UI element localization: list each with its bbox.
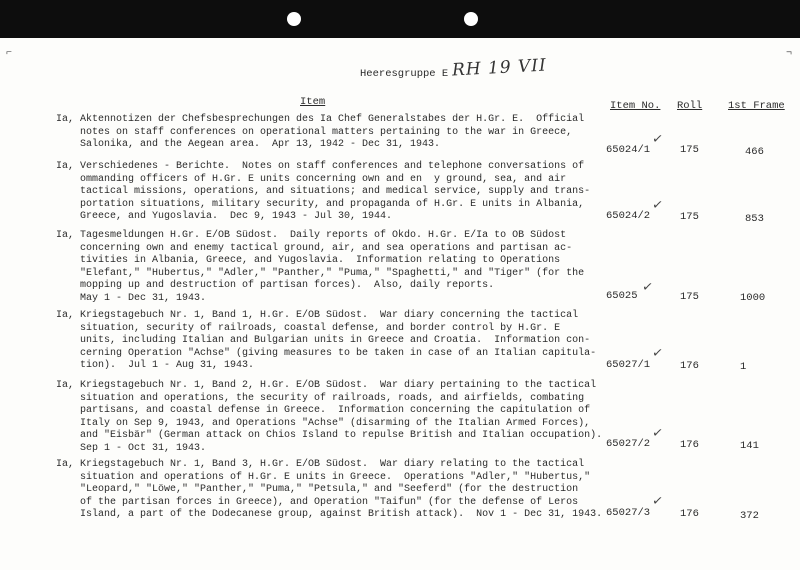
column-header-item: Item [300, 96, 326, 108]
corner-mark-left: ⌐ [6, 48, 13, 59]
column-header-item-no: Item No. [610, 100, 661, 112]
checkmark-icon: ✓ [641, 279, 654, 296]
roll-number: 175 [680, 291, 699, 303]
list-item: Ia, Kriegstagebuch Nr. 1, Band 2, H.Gr. E/OB Südost. War diary pertaining to the tactical situation and operations, the security of railroads, roads, and airfields, combating partisans, and coastal defense in Greece. Information concerning the capitulation Italy on Sep 9, 1943, and Operations "Achse" (disarming of the Italian Armed Forces), and "Eisbär" (German attack on Chios Island to repulse British and Italian occupation). Sep 1 - Oct 31, 1943. [56, 380, 603, 454]
checkmark-icon: ✓ [651, 425, 664, 442]
item-number: 65024/2 [606, 210, 651, 222]
page-title: Heeresgruppe E [360, 68, 449, 80]
checkmark-icon: ✓ [651, 345, 664, 362]
item-number: 65027/3 [606, 507, 651, 519]
checkmark-icon: ✓ [651, 493, 664, 510]
roll-number: 176 [680, 360, 699, 372]
roll-number: 176 [680, 508, 699, 520]
frame-number: 853 [745, 213, 764, 225]
list-item: Ia, Aktennotizen der Chefsbesprechungen des Ia Chef Generalstabes der H.Gr. E. Official notes on staff conferences on operational matters pertaining to the war in Greece, Salonika, and the Aegean area. Apr 13, 1942 - Dec 31, 1943. [56, 114, 585, 151]
checkmark-icon: ✓ [651, 131, 664, 148]
column-header-first-frame: 1st Frame [728, 100, 785, 112]
frame-number: 1 [740, 361, 747, 373]
column-header-roll: Roll [677, 100, 703, 112]
item-number: 65027/1 [606, 359, 651, 371]
list-item: Ia, Verschiedenes - Berichte. Notes on staff conferences and telephone conversations ommanding officers of H.Gr. E units concerning own and en y ground, sea, and air tactical missions, operations, and situations; and medical service, supply and trans- portation situations, military security, and propaganda of H.Gr. E units in Albania, Greece, and Yugoslavia. Dec 9, 1943 - Jul 30, 1944. [56, 161, 591, 223]
item-number: 65024/1 [606, 144, 651, 156]
roll-number: 176 [680, 439, 699, 451]
checkmark-icon: ✓ [651, 197, 664, 214]
frame-number: 372 [740, 510, 759, 522]
frame-number: 466 [745, 146, 764, 158]
frame-number: 141 [740, 440, 759, 452]
item-number: 65025 [606, 290, 638, 302]
item-number: 65027/2 [606, 438, 651, 450]
punch-hole-right [464, 12, 478, 26]
corner-mark-right: ¬ [786, 48, 793, 59]
list-item: Ia, Tagesmeldungen H.Gr. E/OB Südost. Daily reports of Okdo. H.Gr. E/Ia to OB Südost concerning own and enemy tactical ground, air, and sea operations and partisan ac- tivities in Albania, Greece, and Yugoslavia. Information relating to Operations "Elefant," "Hubertus," "Adler," "Panther," "Puma," "Spaghetti," and "Tiger" (for the mopping up and destruction of partisan forces). Also, daily reports. May 1 - Dec 31, 1943. [56, 230, 585, 304]
scanner-border [0, 0, 800, 38]
frame-number: 1000 [740, 292, 766, 304]
handwritten-annotation: RH 19 VII [451, 55, 548, 81]
roll-number: 175 [680, 144, 699, 156]
punch-hole-left [287, 12, 301, 26]
roll-number: 175 [680, 211, 699, 223]
list-item: Ia, Kriegstagebuch Nr. 1, Band 1, H.Gr. E/OB Südost. War diary concerning the tactical situation, security of railroads, coastal defense, and border control by H.Gr. E units, including Italian and Bulgarian units in Greece and Croatia. Information cerning Operation "Achse" (giving measures to be taken in case of an Italian capitula- tion). Jul 1 - Aug 31, 1943. [56, 310, 597, 372]
list-item: Ia, Kriegstagebuch Nr. 1, Band 3, H.Gr. E/OB Südost. War diary relating to the tactical situation and operations of H.Gr. E units in Greece. Operations "Adler," "Hubertus," "Leopard," "Löwe," "Panther," "Puma," "Petsula," and "Seeferd" (for the destruction of the partisan forces in Greece), and Operation "Taifun" (for the defense of Leros Island, a part of the Dodecanese group, against British attack). Nov 1 - Dec 31, [56, 459, 591, 521]
